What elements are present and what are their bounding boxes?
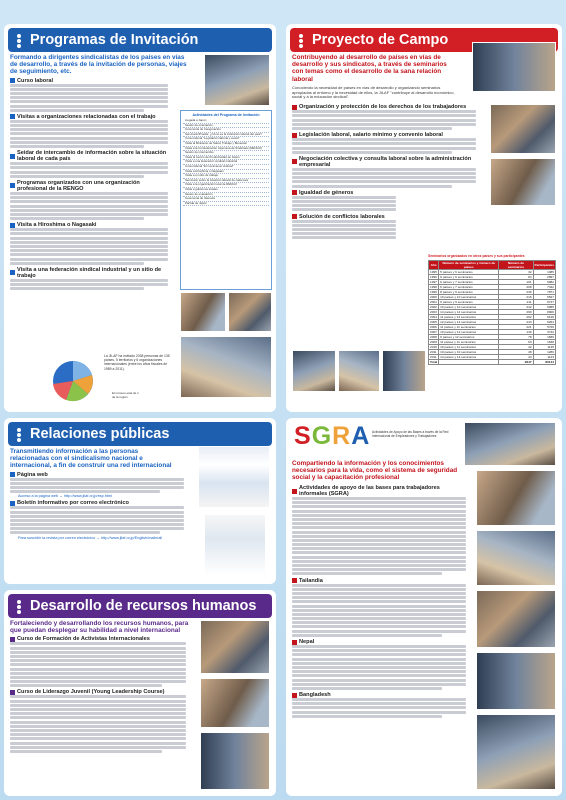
seminars-table xyxy=(428,260,556,365)
table-cell: 2008 xyxy=(430,335,437,339)
square-bullet-icon xyxy=(292,190,297,195)
square-bullet-icon xyxy=(292,693,297,698)
activities-title: Actividades del Programa de Invitación xyxy=(192,113,260,117)
activity-item: Seminario sobre la situación laboral de cada país xyxy=(183,179,269,184)
table-cell: 2847 xyxy=(499,360,533,365)
square-bullet-icon xyxy=(292,489,297,494)
proyecto-sec4: Igualdad de géneros xyxy=(286,189,482,196)
square-bullet-icon xyxy=(10,270,15,275)
panel-sgra xyxy=(286,418,562,796)
table-cell: 216 xyxy=(499,295,533,300)
table-cell: 236 xyxy=(499,290,533,295)
table-cell: 149 xyxy=(499,330,533,335)
proyecto-photo-top xyxy=(472,42,556,92)
sgra-photo-1 xyxy=(476,470,556,526)
programas-photo-2 xyxy=(180,292,226,332)
table-cell: 2000 xyxy=(430,295,437,299)
table-cell: 11 países y 13 seminarios xyxy=(439,315,499,320)
pie-label: El número está de 1 de la región xyxy=(112,391,139,399)
programas-photo-top xyxy=(204,54,270,106)
table-cell: 63 xyxy=(499,340,533,345)
table-cell: 211 xyxy=(499,300,533,305)
sgra-sec3: Nepal xyxy=(286,638,472,645)
table-cell: 8 países y 9 seminarios xyxy=(439,290,499,295)
square-bullet-icon xyxy=(292,159,297,164)
table-cell: 2011 xyxy=(429,350,439,355)
table-cell: 262 xyxy=(499,315,533,320)
table-cell: 290 xyxy=(499,310,533,315)
proyecto-intro: Conociendo la necesidad de países en vías de desarrollo y organizando seminarios apropiados al entorno y la necesidad de ellos, la JILAF "contribuye al desarrollo económico, social y a la educación sindical". xyxy=(292,84,455,100)
table-cell: 5726 xyxy=(533,325,555,330)
table-cell: 10 países y 12 seminarios xyxy=(439,330,499,335)
table-cell: 10 países y 10 seminarios xyxy=(439,350,499,355)
panel-relaciones xyxy=(4,418,276,584)
programas-title: Programas de Invitación xyxy=(30,32,199,48)
programas-sec3: Seidar de intercambio de información sobre la situación laboral de cada país xyxy=(4,149,174,162)
table-cell: 6985 xyxy=(533,305,555,310)
table-cell: 1996 xyxy=(430,275,437,279)
table-cell: 191 xyxy=(499,280,533,285)
table-cell: 1999 xyxy=(430,290,437,294)
dots-icon xyxy=(296,33,306,47)
table-cell: 1145 xyxy=(533,345,555,350)
sgra-photo-2 xyxy=(476,530,556,586)
desarrollo-subtitle: Fortaleciendo y desarrollando los recursos humanos, para que puedan desplegar su habilidad a nivel internacional xyxy=(10,620,189,635)
square-bullet-icon xyxy=(292,105,297,110)
table-cell: 1839 xyxy=(533,335,555,340)
table-cell: 2002 xyxy=(430,305,437,309)
table-cell: 2003 xyxy=(430,310,437,314)
square-bullet-icon xyxy=(10,114,15,119)
table-total-row xyxy=(429,360,556,365)
panel-desarrollo xyxy=(4,590,276,796)
square-bullet-icon xyxy=(10,154,15,159)
programas-subtitle: Formando a dirigentes sindicalistas de los países en vías de desarrollo, a través de la invitación de personas, viajes de seguimiento, etc. xyxy=(10,54,187,76)
square-bullet-icon xyxy=(10,690,15,695)
activity-item: Sesión de intercambio xyxy=(183,151,269,156)
sgra-sec2: Tailandia xyxy=(286,577,472,584)
sgra-photo-top xyxy=(464,422,556,466)
table-header-cell: Número de seminarios xyxy=(499,261,533,270)
proyecto-photo-3 xyxy=(490,158,556,206)
table-cell: 32 xyxy=(499,270,533,275)
square-bullet-icon xyxy=(10,78,15,83)
relaciones-header xyxy=(8,422,272,446)
table-caption: Seminarios organizados en otros países y sus participantes xyxy=(428,254,525,258)
programas-sec4: Programas organizados con una organización profesional de la RENGO xyxy=(4,179,174,192)
table-cell: 6982 xyxy=(533,280,555,285)
activity-item: Visita a una federación sindical industrial xyxy=(183,160,269,165)
activity-item: Partida de Japón xyxy=(183,202,269,207)
table-cell: 6128 xyxy=(533,315,555,320)
square-bullet-icon xyxy=(10,637,15,642)
desarrollo-photo-3 xyxy=(200,732,270,790)
table-cell: 6747 xyxy=(533,300,555,305)
table-cell: 2007 xyxy=(430,330,437,334)
table-cell: 2001 xyxy=(430,300,437,304)
relaciones-subtitle: Transmitiendo información a las personas relacionadas con el sindicalismo nacional e internacional, a fin de construir una red internacional xyxy=(10,448,172,470)
relaciones-sec2: Boletín informativo por correo electrónico xyxy=(4,499,190,506)
table-cell: 1997 xyxy=(430,280,437,284)
square-bullet-icon xyxy=(292,133,297,138)
programas-sec6: Visita a una federación sindical industrial y un sitio de trabajo xyxy=(4,266,174,279)
pie-caption: La JILAF ha invitado 2038 personas de 135 países, 5 territorios y 6 organizaciones internacionales (entre los años fiscales de 1989 a 2011). xyxy=(104,354,170,371)
panel-proyecto xyxy=(286,24,562,412)
table-cell: 44 xyxy=(499,355,533,360)
desarrollo-header xyxy=(8,594,272,618)
activity-item: Visita al Ministerio de Salud, Trabajo y Bienestar xyxy=(183,142,269,147)
table-cell: 2005 xyxy=(430,320,437,324)
desarrollo-photo-2 xyxy=(200,678,270,728)
relaciones-title: Relaciones públicas xyxy=(30,426,170,442)
table-cell: 7871 xyxy=(533,290,555,295)
panel-programas xyxy=(4,24,276,412)
desarrollo-title: Desarrollo de recursos humanos xyxy=(30,598,257,614)
desarrollo-sec2: Curso de Liderazgo Juvenil (Young Leadership Course) xyxy=(4,688,192,695)
table-cell: 14 países y 14 seminarios xyxy=(439,310,499,315)
table-cell: 2004 xyxy=(430,315,437,319)
programas-photo-4 xyxy=(180,336,272,398)
desarrollo-sec1: Curso de Formación de Activistas Internacionales xyxy=(4,635,192,642)
table-cell: 6264 xyxy=(533,320,555,325)
newsletter-screenshot xyxy=(204,514,266,576)
programas-sec5: Visita a Hiroshima o Nagasaki xyxy=(4,221,174,228)
activity-item: Ceremonia de clausura xyxy=(183,197,269,202)
activity-item: Visita al Centro de Productividad de Japón xyxy=(183,156,269,161)
table-cell: 1385 xyxy=(533,270,555,275)
table-cell: 86144 xyxy=(533,360,555,365)
square-bullet-icon xyxy=(292,640,297,645)
table-cell: 11 países y 11 seminarios xyxy=(439,325,499,330)
proyecto-sec3: Negociación colectiva y consulta laboral sobre la administración empresarial xyxy=(286,155,482,168)
table-cell: 12 países y 12 seminarios xyxy=(439,320,499,325)
programas-photo-3 xyxy=(228,292,272,332)
activity-item: Visita a Hiroshima o Nagasaki xyxy=(183,170,269,175)
proyecto-photo-6 xyxy=(382,350,426,392)
sgra-logo: SGRA xyxy=(294,422,371,450)
table-cell: 6 países y 7 seminarios xyxy=(439,285,499,290)
activity-item: Visita a la Confederación Japonesa de Sindicatos (RENGO) xyxy=(183,147,269,152)
activity-item: Sesión de orientación xyxy=(183,124,269,129)
table-header-cell: Participantes xyxy=(533,261,555,270)
programas-sec2: Visitas a organizaciones relacionadas con el trabajo xyxy=(4,113,174,120)
table-cell: 1998 xyxy=(430,285,437,289)
programas-sec1: Curso laboral xyxy=(4,77,174,84)
table-cell: 9 países y 12 seminarios xyxy=(439,335,499,340)
square-bullet-icon xyxy=(292,214,297,219)
proyecto-title: Proyecto de Campo xyxy=(312,32,449,48)
square-bullet-icon xyxy=(10,223,15,228)
proyecto-photo-5 xyxy=(338,350,380,392)
table-header-cell: Año xyxy=(429,261,439,270)
table-cell: 3742 xyxy=(533,330,555,335)
activity-item: Visita a la organización local de RENGO xyxy=(183,183,269,188)
table-cell: 78 xyxy=(499,335,533,340)
table-cell: 6 países y 7 seminarios xyxy=(439,280,499,285)
proyecto-sec5: Solución de conflictos laborales xyxy=(286,213,482,220)
table-cell: 5 países y 6 seminarios xyxy=(439,270,499,275)
proyecto-photo-4 xyxy=(292,350,336,392)
table-cell: 7342 xyxy=(533,285,555,290)
table-cell: 242 xyxy=(499,305,533,310)
web-page-link[interactable]: Acceso a la página web → http://www.jilaf.or.jp/esp.html xyxy=(18,494,112,499)
square-bullet-icon xyxy=(10,472,15,477)
table-cell: 6527 xyxy=(533,295,555,300)
table-cell: 1995 xyxy=(430,270,437,274)
proyecto-subtitle: Contribuyendo al desarrollo de países en vías de desarrollo y sus sindicatos, a través de seminarios con temas como el desarrollo de la sana relación laboral xyxy=(292,54,447,83)
table-cell: 10 países y 10 seminarios xyxy=(439,295,499,300)
table-cell: 1638 xyxy=(533,340,555,345)
table-cell: 2006 xyxy=(430,325,437,329)
programas-header xyxy=(8,28,272,52)
table-cell: 9 países y 9 seminarios xyxy=(439,300,499,305)
square-bullet-icon xyxy=(10,501,15,506)
table-cell: 84 xyxy=(499,275,533,280)
table-cell: 42 xyxy=(499,345,533,350)
activity-item: Ceremonia de Inauguración xyxy=(183,128,269,133)
table-cell: 2011 xyxy=(429,355,439,360)
desarrollo-photo-1 xyxy=(200,620,270,674)
website-screenshot xyxy=(198,446,270,508)
sgra-sec1: Actividades de apoyo de las bases para trabajadores informales (SGRA) xyxy=(286,484,472,497)
dots-icon xyxy=(14,33,24,47)
square-bullet-icon xyxy=(10,183,15,188)
table-cell: Total xyxy=(430,360,438,364)
table-cell: 2009 xyxy=(430,340,437,344)
sgra-sec4: Bangladesh xyxy=(286,691,472,698)
participants-pie-chart xyxy=(44,356,102,406)
activity-item: Visita a gobiernos locales xyxy=(183,188,269,193)
proyecto-sec1: Organización y protección de los derechos de los trabajadores xyxy=(286,103,482,110)
newsletter-link[interactable]: Para suscribir la revista por correo electrónico → http://www.jilaf.or.jp/English/mailmail xyxy=(18,535,163,540)
activities-list xyxy=(183,119,269,206)
table-cell: 11 países y 11 seminarios xyxy=(439,340,499,345)
table-cell: 208 xyxy=(499,285,533,290)
table-cell xyxy=(439,360,499,365)
activity-item: Llegada a Japón xyxy=(183,119,269,124)
activities-box xyxy=(180,110,272,290)
sgra-subtitle: Compartiendo la información y los conocimientos necesarios para la vida, como el sistema de seguridad social y la capacitación profesional xyxy=(292,460,458,482)
square-bullet-icon xyxy=(292,578,297,583)
table-cell: 1123 xyxy=(533,355,555,360)
table-cell: 6 países y 6 seminarios xyxy=(439,275,499,280)
activity-item: Visita a un sitio de trabajo xyxy=(183,174,269,179)
table-cell: 14 países y 14 seminarios xyxy=(439,355,499,360)
sgra-photo-3 xyxy=(476,590,556,648)
proyecto-sec2: Legislación laboral, salario mínimo y convenio laboral xyxy=(286,131,482,138)
sgra-photo-5 xyxy=(476,714,556,790)
activity-item: Curso laboral "Legislación laboral y social" xyxy=(183,137,269,142)
sgra-logo-caption: Actividades de Apoyo de las Bases a través de la Red Internacional de Empleadores y Trabajadores xyxy=(372,430,449,438)
table-cell: 10 países y 11 seminarios xyxy=(439,345,499,350)
table-cell: 1286 xyxy=(533,350,555,355)
table-cell: 8006 xyxy=(533,310,555,315)
proyecto-photo-2 xyxy=(490,104,556,154)
table-cell: 2897 xyxy=(533,275,555,280)
dots-icon xyxy=(14,599,24,613)
sgra-photo-4 xyxy=(476,652,556,710)
relaciones-sec1: Página web xyxy=(4,471,190,478)
table-cell: 48 xyxy=(499,350,533,355)
table-cell: 221 xyxy=(499,325,533,330)
activity-item: Seminario/Prueba: ¿Cómo es la institución laboral del país? xyxy=(183,133,269,138)
activity-item: Curso laboral "El movimiento sindical" xyxy=(183,165,269,170)
dots-icon xyxy=(14,427,24,441)
table-cell: 243 xyxy=(499,320,533,325)
table-header-cell: Número de seminarios y número de países xyxy=(439,261,499,270)
activity-item: Sesión de evaluación xyxy=(183,193,269,198)
table-cell: 10 países y 10 seminarios xyxy=(439,305,499,310)
table-cell: 2010 xyxy=(430,345,437,349)
